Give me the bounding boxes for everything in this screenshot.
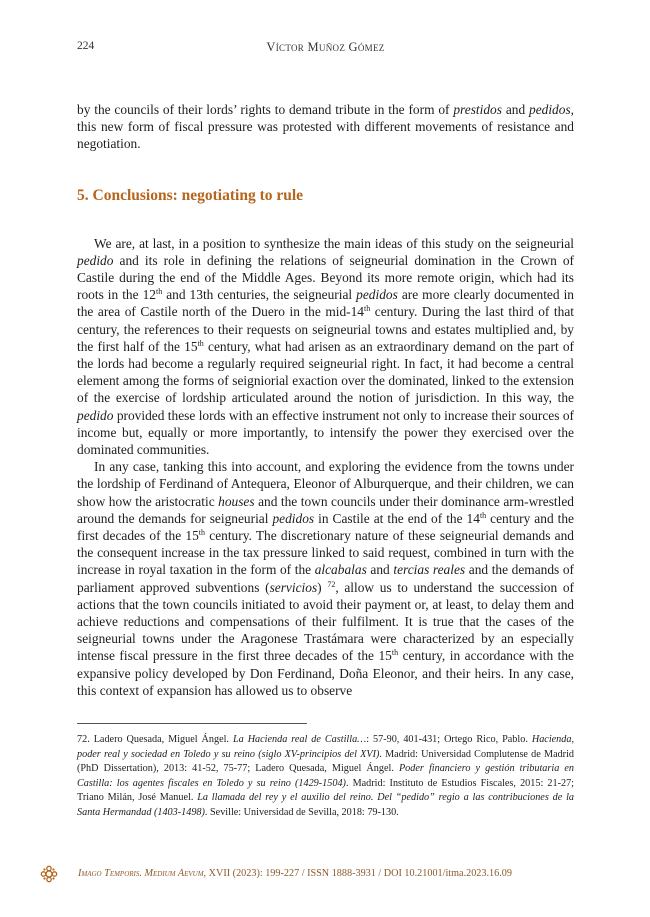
section-heading: 5. Conclusions: negotiating to rule — [77, 186, 304, 204]
issue-details: XVII (2023): 199-227 / ISSN 1888-3931 / DOI 10.21001/itma.2023.16.09 — [206, 868, 512, 879]
running-author: Víctor Muñoz Gómez — [266, 40, 385, 54]
page-footer — [40, 865, 585, 883]
footnote-divider — [77, 723, 307, 724]
conclusions-paragraph-2: In any case, tanking this into account, and exploring the evidence from the towns under the lordship of Ferdinand of Antequera, Eleonor of Alburquerque, and their children, we can show how the aristocratic houses and the town councils under their dominance arm-wrestled around the demands for seigneurial pedidos in Castile at the end of the 14th century and the first decades of the 15th century. The discretionary nature of these seigneurial demands and the consequent increase in the tax pressure linked to said request, combined in turn with the increase in royal taxation in the form of the alcabalas and tercias reales and the demands of parliament approved subventions (servicios) $^{72}$, allow us to understand the succession of actions that the town councils initiated to avoid their payment or, at least, to delay them and achieve reductions and compensations of their fulfilment. It is true that the cases of the seigneurial towns under the Aragonese Trastámara were characterized by an especially intense fiscal pressure in the first three decades of the 15th century, in accordance with the expansive policy developed by Don Ferdinand, Doña Eleonor, and their heirs. In any case, this context of expansion has allowed us to observe — [77, 459, 575, 698]
knot-ornament-icon — [40, 865, 58, 883]
footnote-72: 72. Ladero Quesada, Miguel Ángel. La Hacienda real de Castilla…: 57-90, 401-431; Ortego Rico, Pablo. Hacienda, poder real y sociedad en Toledo y su reino (siglo XV-principios del XVI). Madrid: Universidad Complutense de Madrid (PhD Dissertation), 2013: 41-52, 75-77; Ladero Quesada, Miguel Ángel. Poder financiero y gestión tributaria en Castilla: los agentes fiscales en Toledo y su reino (1429-1504). Madrid: Instituto de Estudios Fiscales, 2015: 21-27; Triano Milán, José Manuel. La llamada del rey y el auxilio del reino. Del “pedido” regio a las contribuciones de la Santa Hermandad (1403-1498). Seville: Universidad de Sevilla, 2018: 79-130. — [77, 734, 574, 818]
journal-citation — [78, 868, 512, 879]
running-header — [77, 40, 574, 56]
conclusions-paragraph-1: We are, at last, in a position to synthesize the main ideas of this study on the seigneurial pedido and its role in defining the relations of seigneurial domination in the Crown of Castile during the end of the Middle Ages. Beyond its more remote origin, which had its roots in the 12th and 13th centuries, the seigneurial pedidos are more clearly documented in the area of Castile north of the Duero in the mid-14th century. During the last third of that century, the references to their requests on seigneurial towns and estates multiplied and, by the first half of the 15th century, what had arisen as an extraordinary demand on the part of the lords had become a regularly required seigneurial right. In fact, it had become a central element among the forms of seigniorial exaction over the dominated, linked to the extension of the exercise of lordship articulated around the notion of jurisdiction. In this way, the pedido provided these lords with an effective instrument not only to increase their sources of income but, equally or more importantly, to intensify the power they exercised over the dominated communities. — [77, 235, 575, 458]
page-number: 224 — [77, 40, 95, 52]
intro-paragraph: by the councils of their lords’ rights to demand tribute in the form of prestidos and pedidos, this new form of fiscal pressure was protested with different movements of resistance and negotiation. — [77, 102, 575, 152]
main-text — [77, 101, 574, 699]
journal-title: Imago Temporis. Medium Aevum, — [78, 868, 207, 879]
footnote-ref-72[interactable]: 72 — [327, 579, 336, 589]
